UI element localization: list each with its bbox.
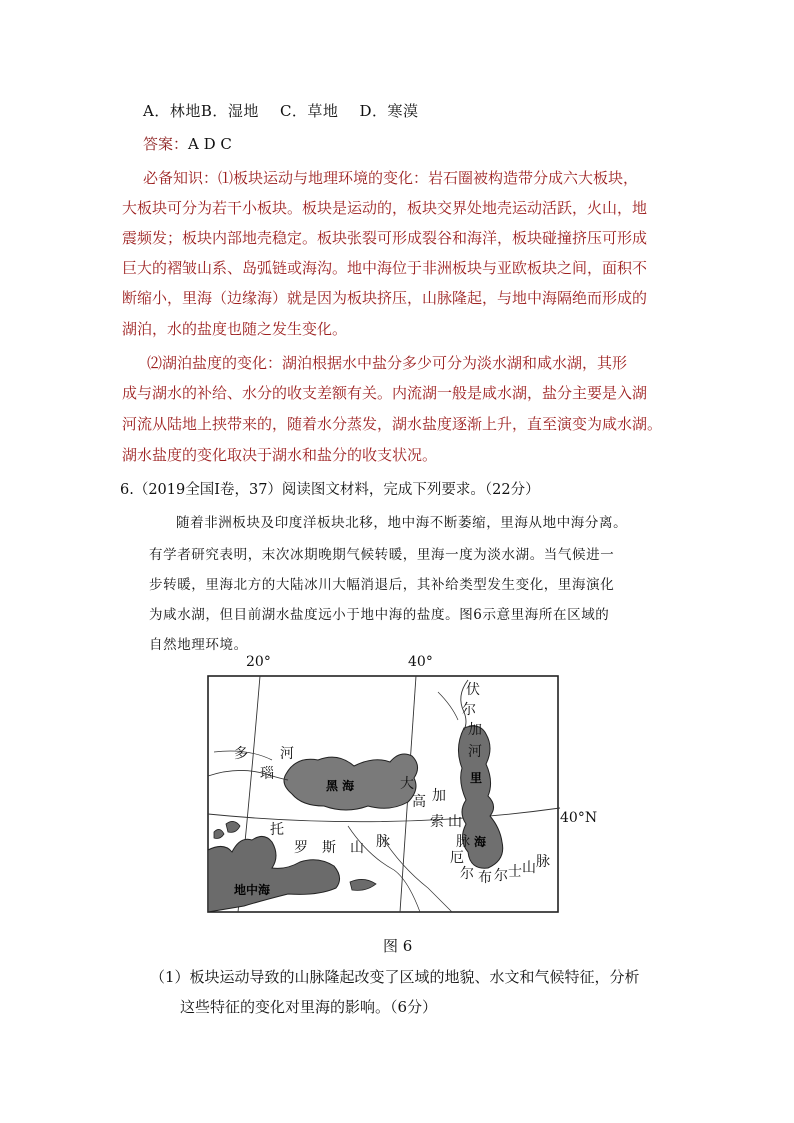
knowledge-line-2: 大板块可分为若干小板块。板块是运动的，板块交界处地壳运动活跃，火山，地 — [122, 199, 648, 217]
volga-label-4: 河 — [468, 744, 482, 760]
elburz-label-6: 山 — [522, 860, 536, 876]
elburz-label-2: 尔 — [460, 866, 474, 882]
volga-label-1: 伏 — [466, 682, 480, 698]
lat-label-40n: 40°N — [560, 810, 598, 826]
volga-label-3: 加 — [468, 722, 482, 738]
knowledge-line-7: ⑵湖泊盐度的变化：湖泊根据水中盐分多少可分为淡水湖和咸水湖，其形 — [147, 354, 628, 372]
option-d: D．寒漠 — [359, 102, 419, 120]
taurus-label-1: 托 — [270, 822, 284, 838]
mediterranean-shape — [208, 836, 340, 912]
parallel-40n — [208, 808, 560, 822]
elburz-label-1: 厄 — [450, 850, 464, 866]
knowledge-line-5: 断缩小，里海（边缘海）就是因为板块挤压，山脉隆起，与地中海隔绝而形成的 — [122, 289, 648, 307]
material-line-5: 自然地理环境。 — [149, 637, 248, 653]
taurus-label-3: 斯 — [322, 840, 336, 856]
caucasus-label-6: 脉 — [456, 834, 470, 850]
danube-label-1: 多 — [234, 746, 248, 762]
black-sea-label: 黑 海 — [326, 779, 355, 793]
figure-6-map — [208, 654, 598, 920]
tigris-river — [380, 834, 452, 912]
elburz-label-3: 布 — [478, 870, 492, 886]
knowledge-line-1: 必备知识：⑴板块运动与地理环境的变化：岩石圈被构造带分成六大板块， — [143, 169, 639, 187]
option-b: B．湿地 — [200, 102, 259, 120]
option-c: C．草地 — [279, 102, 339, 120]
tributary-line — [438, 692, 458, 720]
question-6-title: 6.（2019全国Ⅰ卷，37）阅读图文材料，完成下列要求。（22分） — [120, 482, 540, 498]
elburz-label-4: 尔 — [494, 868, 508, 884]
knowledge-line-4: 巨大的褶皱山系、岛弧链或海沟。地中海位于非洲板块与亚欧板块之间，面积不 — [122, 259, 648, 277]
knowledge-line-6: 湖泊，水的盐度也随之发生变化。 — [122, 320, 348, 338]
answer-value: A D C — [188, 135, 232, 153]
knowledge-line-10: 湖水盐度的变化取决于湖水和盐分的收支状况。 — [122, 446, 438, 464]
taurus-label-5: 脉 — [376, 834, 390, 850]
caucasus-label-5: 山 — [448, 814, 462, 830]
taurus-label-4: 山 — [350, 840, 364, 856]
answer-options — [143, 100, 419, 121]
figure-caption: 图 6 — [383, 937, 413, 955]
mediterranean-label: 地中海 — [234, 883, 271, 897]
sub-question-line-1: （1）板块运动导致的山脉隆起改变了区域的地貌、水文和气候特征，分析 — [150, 968, 640, 986]
volga-label-2: 尔 — [462, 702, 476, 718]
cyprus-shape — [350, 879, 376, 890]
danube-label-2: 瑙 — [260, 766, 274, 782]
material-line-4: 为咸水湖，但目前湖水盐度远小于地中海的盐度。图6示意里海所在区域的 — [149, 607, 610, 623]
material-line-2: 有学者研究表明，末次冰期晚期气候转暖，里海一度为淡水湖。当气候进一 — [149, 547, 615, 563]
taurus-label-2: 罗 — [294, 840, 308, 856]
danube-label-3: 河 — [280, 746, 294, 762]
lon-label-40: 40° — [408, 654, 433, 670]
knowledge-line-8: 成与湖水的补给、水分的收支差额有关。内流湖一般是咸水湖，盐分主要是入湖 — [122, 384, 648, 402]
danube-river — [208, 770, 288, 780]
elburz-label-7: 脉 — [536, 854, 550, 870]
knowledge-line-9: 河流从陆地上挟带来的，随着水分蒸发，湖水盐度逐渐上升，直至演变为咸水湖。 — [122, 415, 663, 433]
caucasus-label-2: 高 — [412, 794, 426, 810]
answer-line — [143, 133, 232, 154]
map-svg — [168, 654, 598, 918]
island-shape — [226, 821, 240, 832]
answer-label: 答案： — [143, 135, 189, 153]
lon-label-20: 20° — [246, 654, 271, 670]
elburz-label-5: 士 — [508, 864, 522, 880]
material-line-1: 随着非洲板块及印度洋板块北移，地中海不断萎缩，里海从地中海分离。 — [176, 515, 628, 531]
island-shape — [214, 829, 224, 838]
knowledge-line-3: 震频发；板块内部地壳稳定。板块张裂可形成裂谷和海洋，板块碰撞挤压可形成 — [122, 229, 648, 247]
option-a: A．林地 — [143, 102, 201, 120]
material-line-3: 步转暖，里海北方的大陆冰川大幅消退后，其补给类型发生变化，里海演化 — [149, 577, 615, 593]
caucasus-label-1: 大 — [400, 776, 414, 792]
sub-question-line-2: 这些特征的变化对里海的影响。（6分） — [180, 998, 438, 1016]
caucasus-label-3: 加 — [432, 788, 446, 804]
caucasus-label-4: 索 — [430, 814, 444, 830]
caspian-label-1: 里 — [470, 771, 483, 785]
caspian-label-2: 海 — [474, 835, 487, 849]
